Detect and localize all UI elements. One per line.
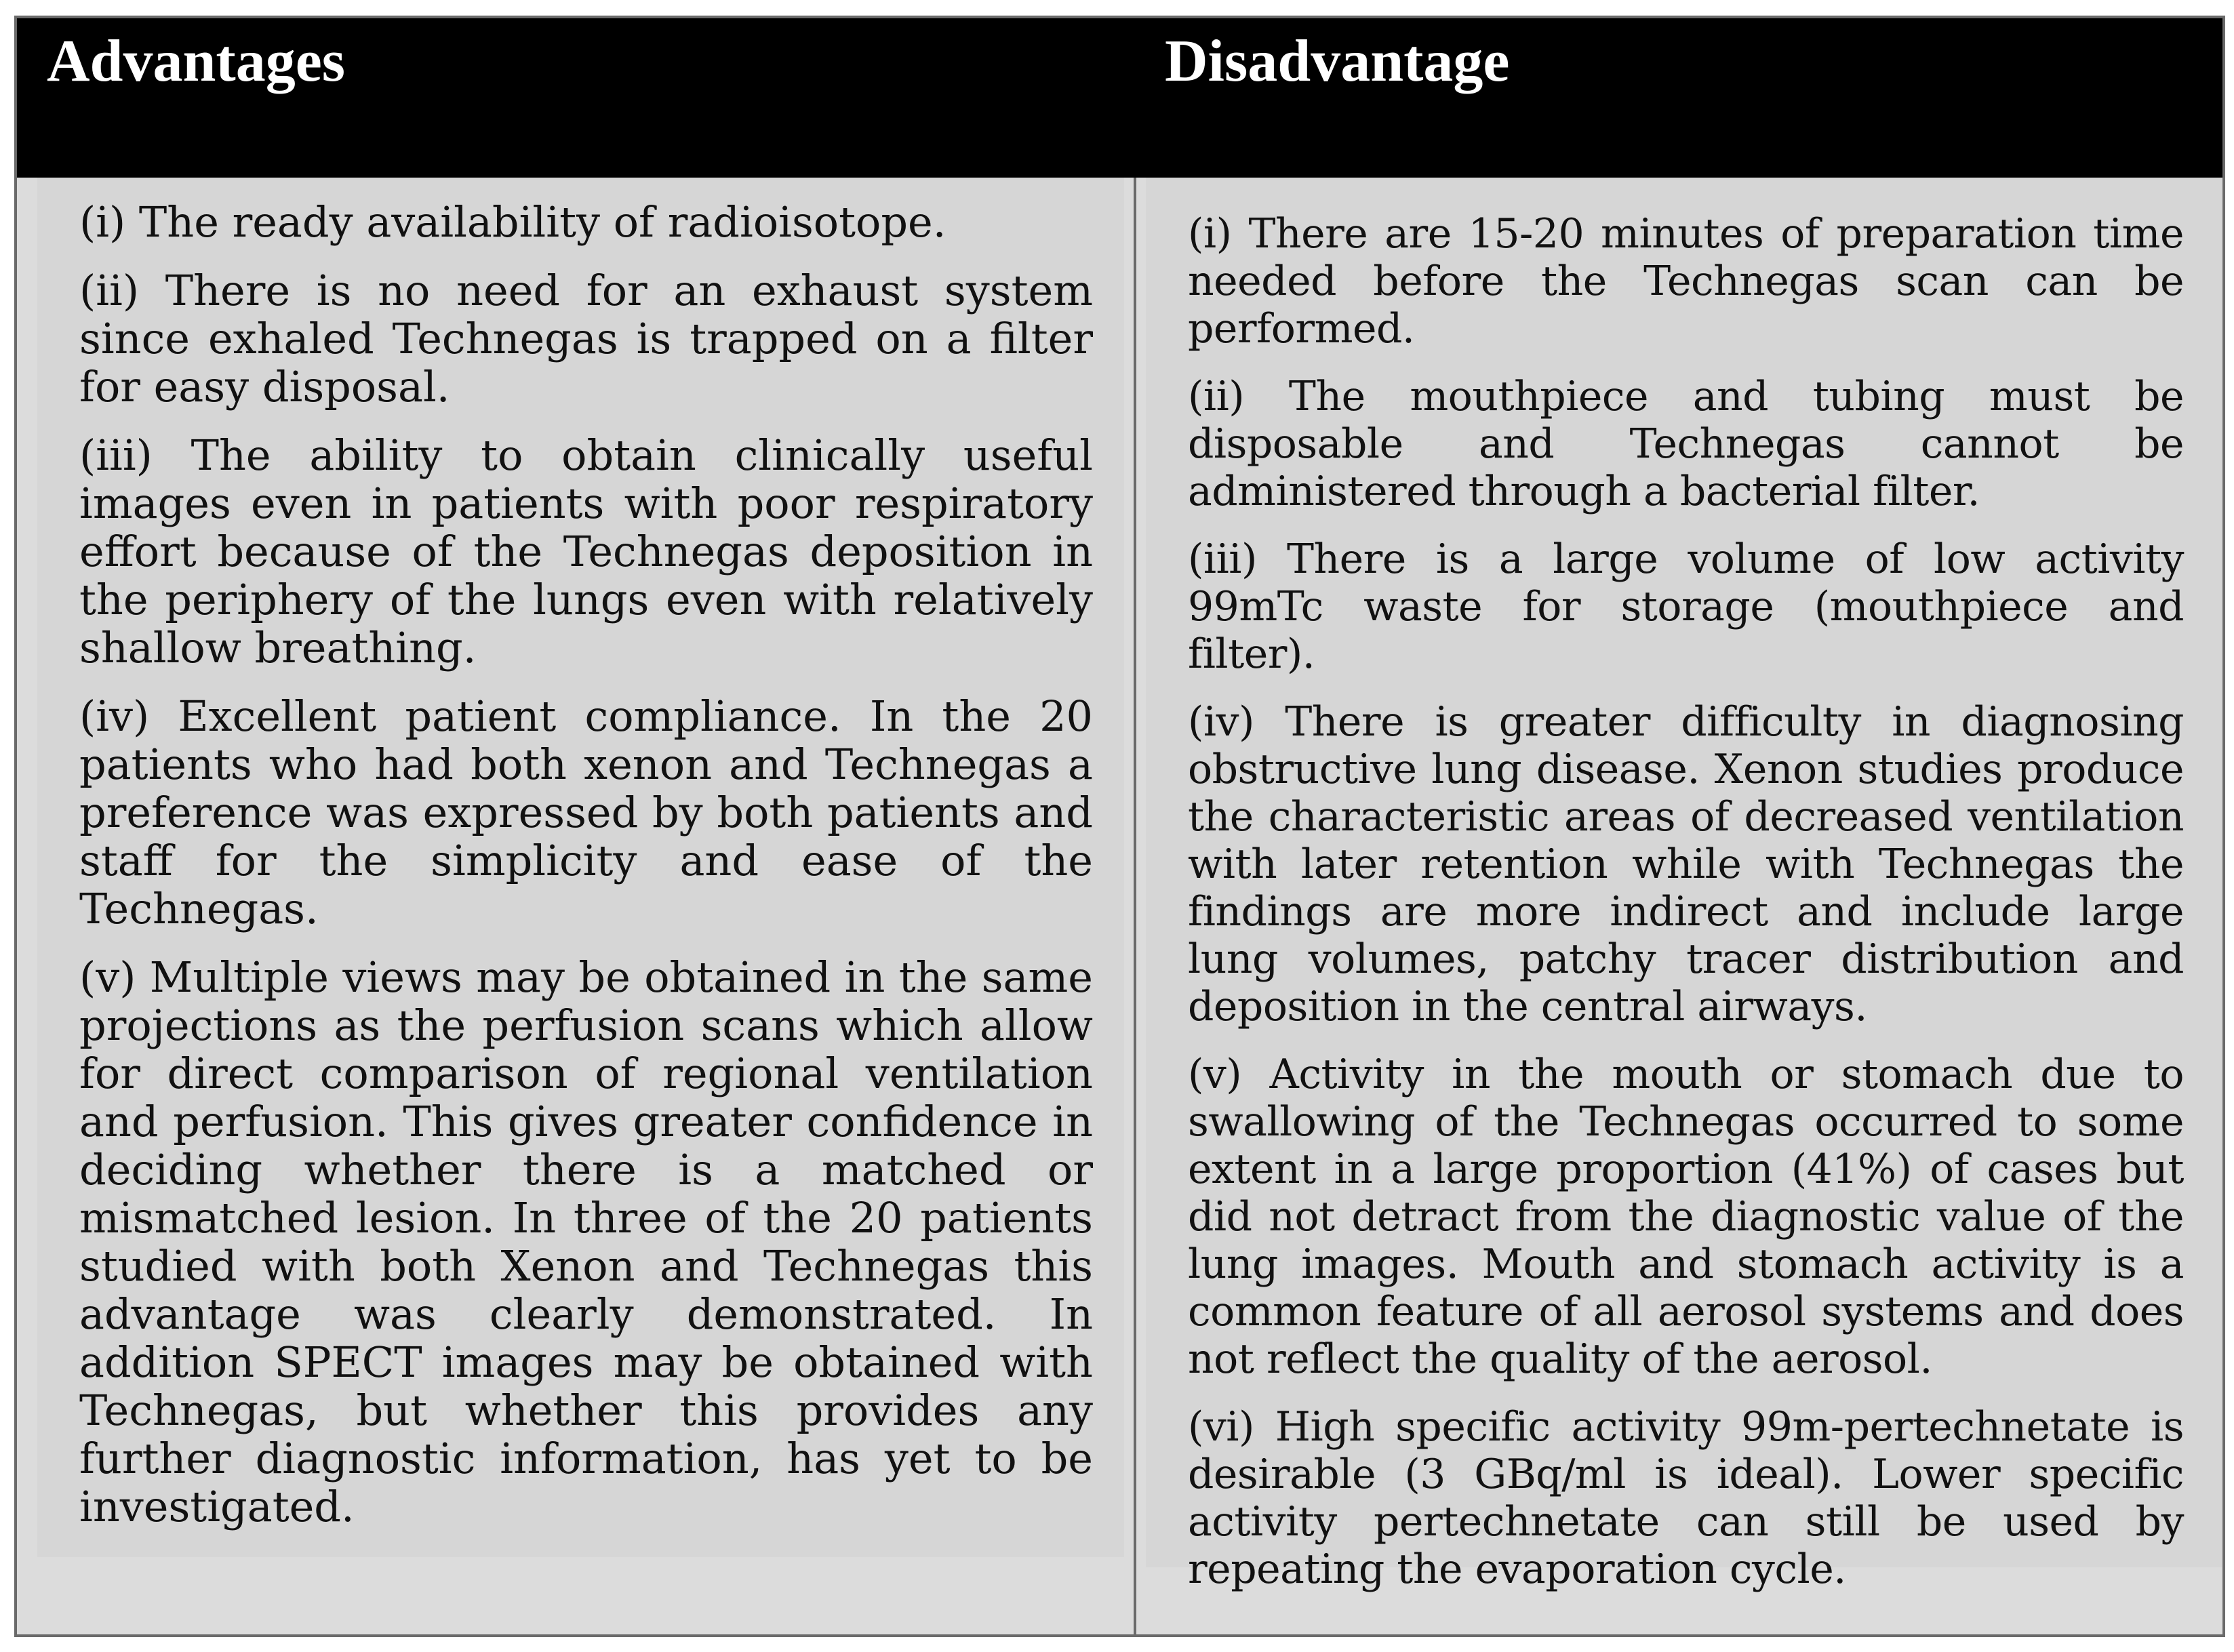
advantage-item: (ii) There is no need for an exhaust system since exhaled Technegas is trapped on a filter for easy disposal. xyxy=(79,266,1093,411)
disadvantage-item: (iv) There is greater difficulty in diagnosing obstructive lung disease. Xenon studies produce the characteristic areas of decreased ventilation with later retention while with Technegas the findings are more indirect and include large lung volumes, patchy tracer distribution and deposition in the central airways. xyxy=(1188,698,2184,1030)
table-header-row xyxy=(17,18,2222,178)
disadvantage-item: (v) Activity in the mouth or stomach due to swallowing of the Technegas occurred to some extent in a large proportion (41%) of cases but did not detract from the diagnostic value of the lung images. Mouth and stomach activity is a common feature of all aerosol systems and does not reflect the quality of the aerosol. xyxy=(1188,1051,2184,1383)
advantage-item: (i) The ready availability of radioisotope. xyxy=(79,197,946,247)
header-disadvantages: Disadvantage xyxy=(1165,28,1510,94)
disadvantage-item: (ii) The mouthpiece and tubing must be disposable and Technegas cannot be administered through a bacterial filter. xyxy=(1188,373,2184,515)
advantage-item: (iii) The ability to obtain clinically useful images even in patients with poor respiratory effort because of the Technegas deposition in the periphery of the lungs even with relatively shallow breathing. xyxy=(79,430,1093,672)
advantage-item: (iv) Excellent patient compliance. In the 20 patients who had both xenon and Technegas a preference was expressed by both patients and staff for the simplicity and ease of the Technegas. xyxy=(79,691,1093,933)
disadvantage-item: (iii) There is a large volume of low activity 99mTc waste for storage (mouthpiece and filter). xyxy=(1188,536,2184,678)
advantages-column xyxy=(37,178,1124,1557)
disadvantage-item: (i) There are 15-20 minutes of preparation time needed before the Technegas scan can be performed. xyxy=(1188,210,2184,352)
column-divider xyxy=(1134,178,1136,1634)
header-advantages: Advantages xyxy=(47,28,346,94)
disadvantage-item: (vi) High specific activity 99m-pertechnetate is desirable (3 GBq/ml is ideal). Lower specific activity pertechnetate can still be used by repeating the evaporation cycle. xyxy=(1188,1403,2184,1593)
comparison-table xyxy=(14,16,2225,1637)
disadvantages-column xyxy=(1146,178,2222,1593)
advantage-item: (v) Multiple views may be obtained in the same projections as the perfusion scans which allow for direct comparison of regional ventilation and perfusion. This gives greater confidence in deciding whether there is a matched or mismatched lesion. In three of the 20 patients studied with both Xenon and Technegas this advantage was clearly demonstrated. In addition SPECT images may be obtained with Technegas, but whether this provides any further diagnostic information, has yet to be investigated. xyxy=(79,952,1093,1531)
